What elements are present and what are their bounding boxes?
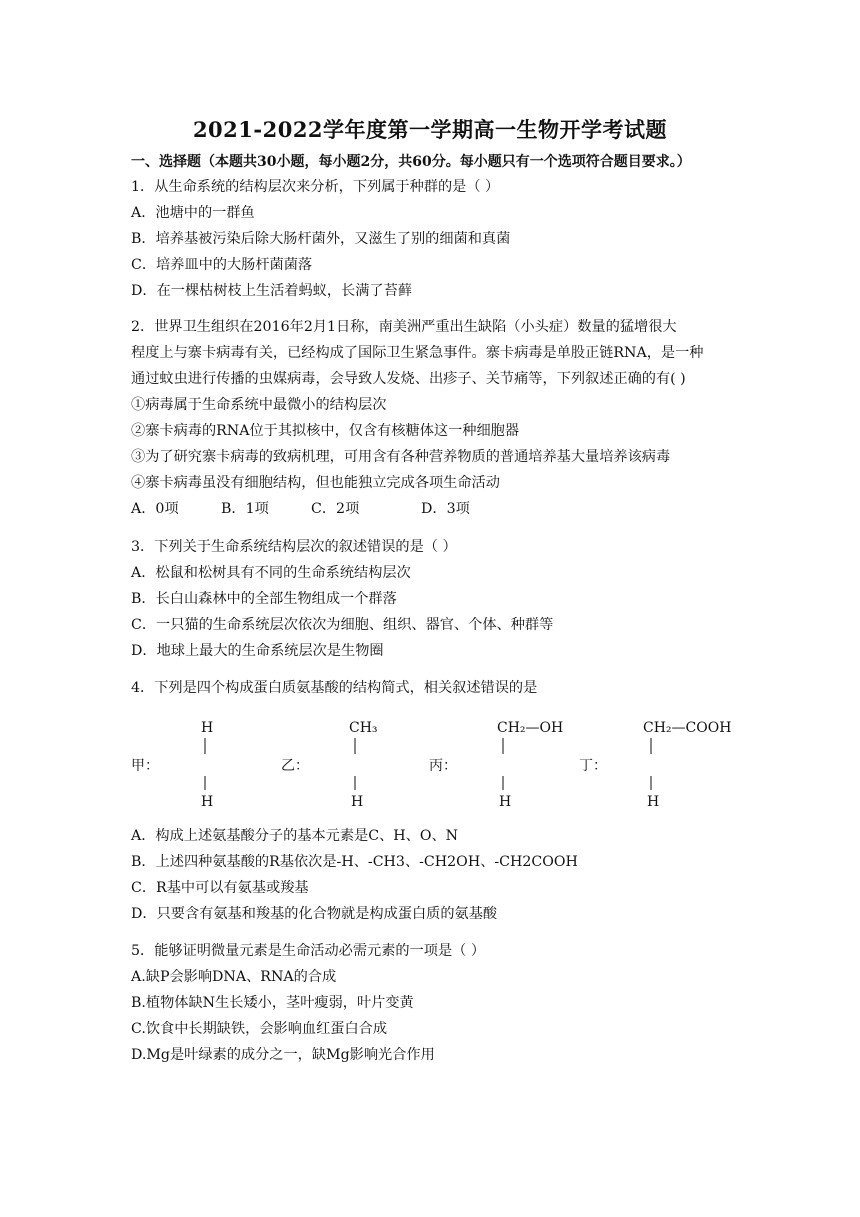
formula-bing-label: 丙：	[429, 758, 457, 774]
q1-stem: 1．从生命系统的结构层次来分析，下列属于种群的是（ ）	[131, 179, 500, 195]
q5-option-d: D.Mg是叶绿素的成分之一，缺Mg影响光合作用	[131, 1047, 435, 1063]
section-heading: 一、选择题（本题共30小题，每小题2分，共60分。每小题只有一个选项符合题目要求。）	[131, 154, 691, 170]
formula-bing-bottom: H	[499, 794, 512, 810]
q2-statement-2: ②寨卡病毒的RNA位于其拟核中，仅含有核糖体这一种细胞器	[131, 423, 520, 439]
q2-statement-1: ①病毒属于生命系统中最微小的结构层次	[131, 397, 387, 413]
formula-ding-label: 丁：	[579, 758, 607, 774]
q5-option-a: A.缺P会影响DNA、RNA的合成	[131, 969, 337, 985]
formula-jia	[131, 720, 213, 810]
formula-bing-top: CH₂—OH	[497, 720, 564, 736]
formula-yi-bottom: H	[351, 794, 364, 810]
q1-option-c: C．培养皿中的大肠杆菌菌落	[131, 257, 313, 273]
formula-jia-bottom: H	[201, 794, 214, 810]
q3-option-b: B．长白山森林中的全部生物组成一个群落	[131, 591, 397, 607]
q5-option-c: C.饮食中长期缺铁，会影响血红蛋白合成	[131, 1021, 388, 1037]
q2-option-b: B．1项	[221, 501, 269, 517]
q2-stem-line-2: 程度上与寨卡病毒有关，已经构成了国际卫生紧急事件。寨卡病毒是单股正链RNA，是一种	[131, 345, 704, 361]
q2-statement-4: ④寨卡病毒虽没有细胞结构，但也能独立完成各项生命活动	[131, 475, 500, 491]
formula-yi-label: 乙：	[281, 758, 309, 774]
q4-option-b: B．上述四种氨基酸的R基依次是-H、-CH3、-CH2OH、-CH2COOH	[131, 854, 578, 870]
formula-jia-top: H	[201, 720, 214, 736]
q4-option-c: C．R基中可以有氨基或羧基	[131, 880, 309, 896]
q4-option-d: D．只要含有氨基和羧基的化合物就是构成蛋白质的氨基酸	[131, 906, 498, 922]
q2-option-a: A．0项	[131, 501, 179, 517]
q2-options-row	[131, 499, 470, 519]
formula-yi-top: CH₃	[349, 720, 378, 736]
exam-title: 2021-2022学年度第一学期高一生物开学考试题	[192, 117, 668, 142]
formula-ding	[579, 720, 731, 810]
q2-option-d: D．3项	[421, 501, 470, 517]
q3-option-a: A．松鼠和松树具有不同的生命系统结构层次	[131, 565, 411, 581]
q1-option-a: A．池塘中的一群鱼	[131, 205, 255, 221]
amino-acid-formulas-svg	[131, 712, 731, 812]
formula-jia-label: 甲：	[131, 758, 159, 774]
q2-stem-line-3: 通过蚊虫进行传播的虫媒病毒，会导致人发烧、出疹子、关节痛等，下列叙述正确的有( )	[131, 371, 686, 387]
formula-ding-top: CH₂—COOH	[643, 720, 731, 736]
q2-stem-line-1: 2．世界卫生组织在2016年2月1日称，南美洲严重出生缺陷（小头症）数量的猛增很大	[131, 319, 677, 335]
q4-option-a: A．构成上述氨基酸分子的基本元素是C、H、O、N	[131, 828, 459, 844]
amino-acid-formulas	[131, 712, 731, 812]
q3-option-d: D．地球上最大的生命系统层次是生物圈	[131, 643, 384, 659]
q3-stem: 3．下列关于生命系统结构层次的叙述错误的是（ ）	[131, 539, 457, 555]
q3-option-c: C．一只猫的生命系统层次依次为细胞、组织、器官、个体、种群等	[131, 617, 554, 633]
formula-ding-bottom: H	[647, 794, 660, 810]
q5-stem: 5．能够证明微量元素是生命活动必需元素的一项是（ ）	[131, 943, 486, 959]
q5-option-b: B.植物体缺N生长矮小，茎叶瘦弱，叶片变黄	[131, 995, 414, 1011]
q2-statement-3: ③为了研究寨卡病毒的致病机理，可用含有各种营养物质的普通培养基大量培养该病毒	[131, 449, 671, 465]
q4-stem: 4．下列是四个构成蛋白质氨基酸的结构简式，相关叙述错误的是	[131, 680, 538, 696]
q1-option-b: B．培养基被污染后除大肠杆菌外，又滋生了别的细菌和真菌	[131, 231, 511, 247]
formula-bing	[429, 720, 563, 810]
q1-option-d: D．在一棵枯树枝上生活着蚂蚁，长满了苔藓	[131, 283, 412, 299]
formula-yi	[281, 720, 378, 810]
q2-option-c: C．2项	[311, 501, 360, 517]
